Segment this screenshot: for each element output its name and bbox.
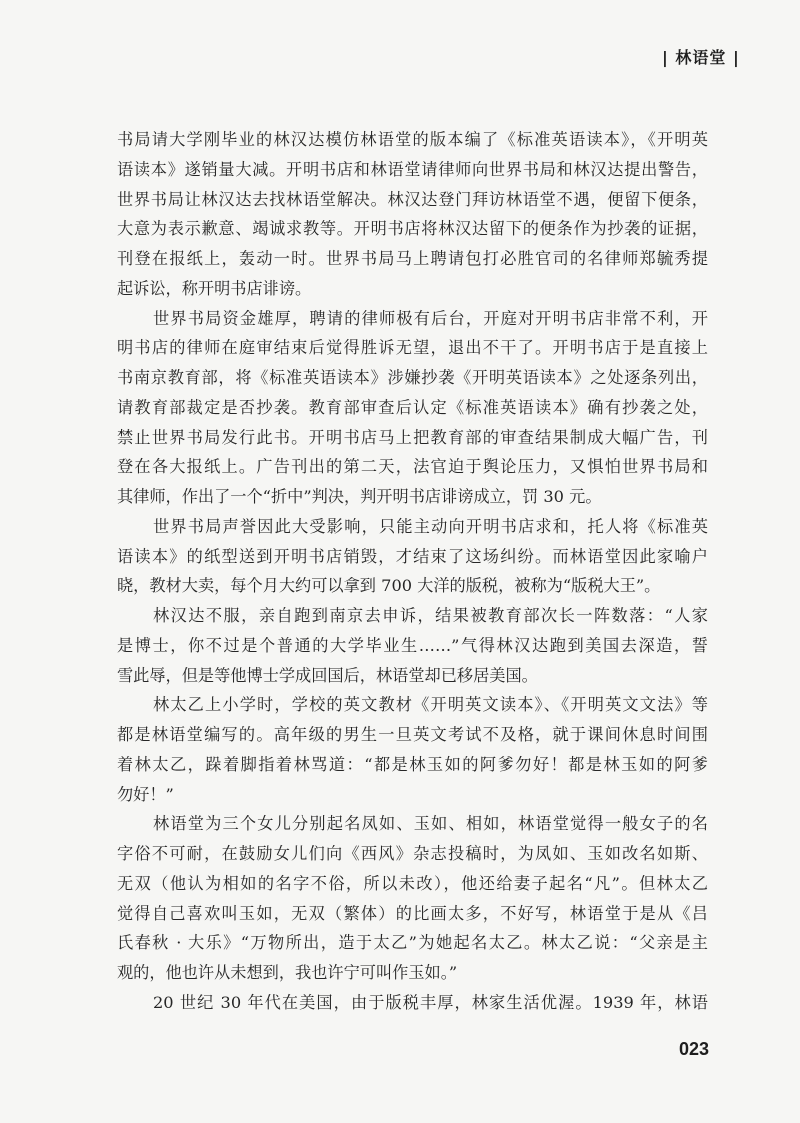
- text-line: 书局请大学刚毕业的林汉达模仿林语堂的版本编了《标准英语读本》，《开明英: [117, 130, 708, 149]
- text-line: 大意为表示歉意、竭诚求教等。开明书店将林汉达留下的便条作为抄袭的证据，: [117, 219, 708, 239]
- paragraph: [117, 601, 708, 690]
- text-line: 是博士，你不过是个普通的大学毕业生……”气得林汉达跑到美国去深造，誓: [117, 635, 708, 655]
- text-line: 林语堂为三个女儿分别起名凤如、玉如、相如，林语堂觉得一般女子的名: [153, 814, 708, 834]
- paragraph: [117, 690, 708, 809]
- text-line: 无双（他认为相如的名字不俗，所以未改），他还给妻子起名“凡”。但林太乙: [117, 873, 708, 893]
- text-line: 林太乙上小学时，学校的英文教材《开明英文读本》、《开明英文文法》等: [153, 695, 708, 715]
- body-text: [117, 125, 708, 1018]
- paragraph: [117, 809, 708, 988]
- page-number: 023: [679, 1039, 710, 1059]
- text-line: 语读本》遂销量大减。开明书店和林语堂请律师向世界书局和林汉达提出警告，: [117, 159, 708, 179]
- text-line: 书南京教育部，将《标准英语读本》涉嫌抄袭《开明英语读本》之处逐条列出，: [117, 368, 708, 387]
- text-line: 世界书局声誉因此大受影响，只能主动向开明书店求和，托人将《标准英: [153, 516, 708, 536]
- text-line: 着林太乙，跺着脚指着林骂道：“都是林玉如的阿爹勿好！都是林玉如的阿爹: [117, 754, 708, 774]
- paragraph: [117, 988, 708, 1018]
- paragraph: [117, 304, 708, 512]
- text-line: 世界书局资金雄厚，聘请的律师极有后台，开庭对开明书店非常不利，开: [153, 308, 708, 328]
- text-line: 勿好！”: [117, 784, 174, 804]
- text-line: 氏春秋 · 大乐》“万物所出，造于太乙”为她起名太乙。林太乙说：“父亲是主: [117, 933, 708, 953]
- text-line: 语读本》的纸型送到开明书店销毁，才结束了这场纠纷。而林语堂因此家喻户: [117, 546, 708, 566]
- text-line: 明书店的律师在庭审结束后觉得胜诉无望，退出不干了。开明书店于是直接上: [117, 338, 708, 358]
- paragraph: [117, 125, 708, 304]
- text-line: 请教育部裁定是否抄袭。教育部审查后认定《标准英语读本》确有抄袭之处，: [117, 397, 708, 417]
- text-line: 观的，他也许从未想到，我也许宁可叫作玉如。”: [117, 963, 458, 982]
- text-line: 世界书局让林汉达去找林语堂解决。林汉达登门拜访林语堂不遇，便留下便条，: [117, 189, 708, 209]
- text-line: 雪此辱，但是等他博士学成回国后，林语堂却已移居美国。: [117, 665, 538, 685]
- text-line: 起诉讼，称开明书店诽谤。: [117, 278, 312, 298]
- text-line: 刊登在报纸上，轰动一时。世界书局马上聘请包打必胜官司的名律师郑毓秀提: [117, 249, 708, 268]
- text-line: 觉得自己喜欢叫玉如，无双（繁体）的比画太多，不好写，林语堂于是从《吕: [117, 903, 708, 923]
- running-head: | 林语堂 |: [662, 48, 740, 67]
- text-line: 20 世纪 30 年代在美国，由于版税丰厚，林家生活优渥。1939 年，林语: [153, 992, 708, 1012]
- paragraph: [117, 512, 708, 601]
- text-line: 晓，教材大卖，每个月大约可以拿到 700 大洋的版税，被称为“版税大王”。: [117, 576, 661, 596]
- text-line: 都是林语堂编写的。高年级的男生一旦英文考试不及格，就于课间休息时间围: [117, 725, 708, 744]
- text-line: 登在各大报纸上。广告刊出的第二天，法官迫于舆论压力，又惧怕世界书局和: [117, 457, 708, 477]
- text-line: 字俗不可耐，在鼓励女儿们向《西风》杂志投稿时，为凤如、玉如改名如斯、: [117, 844, 708, 863]
- text-line: 其律师，作出了一个“折中”判决，判开明书店诽谤成立，罚 30 元。: [117, 487, 602, 506]
- text-line: 林汉达不服，亲自跑到南京去申诉，结果被教育部次长一阵数落：“人家: [153, 606, 708, 625]
- text-line: 禁止世界书局发行此书。开明书店马上把教育部的审查结果制成大幅广告，刊: [117, 427, 708, 447]
